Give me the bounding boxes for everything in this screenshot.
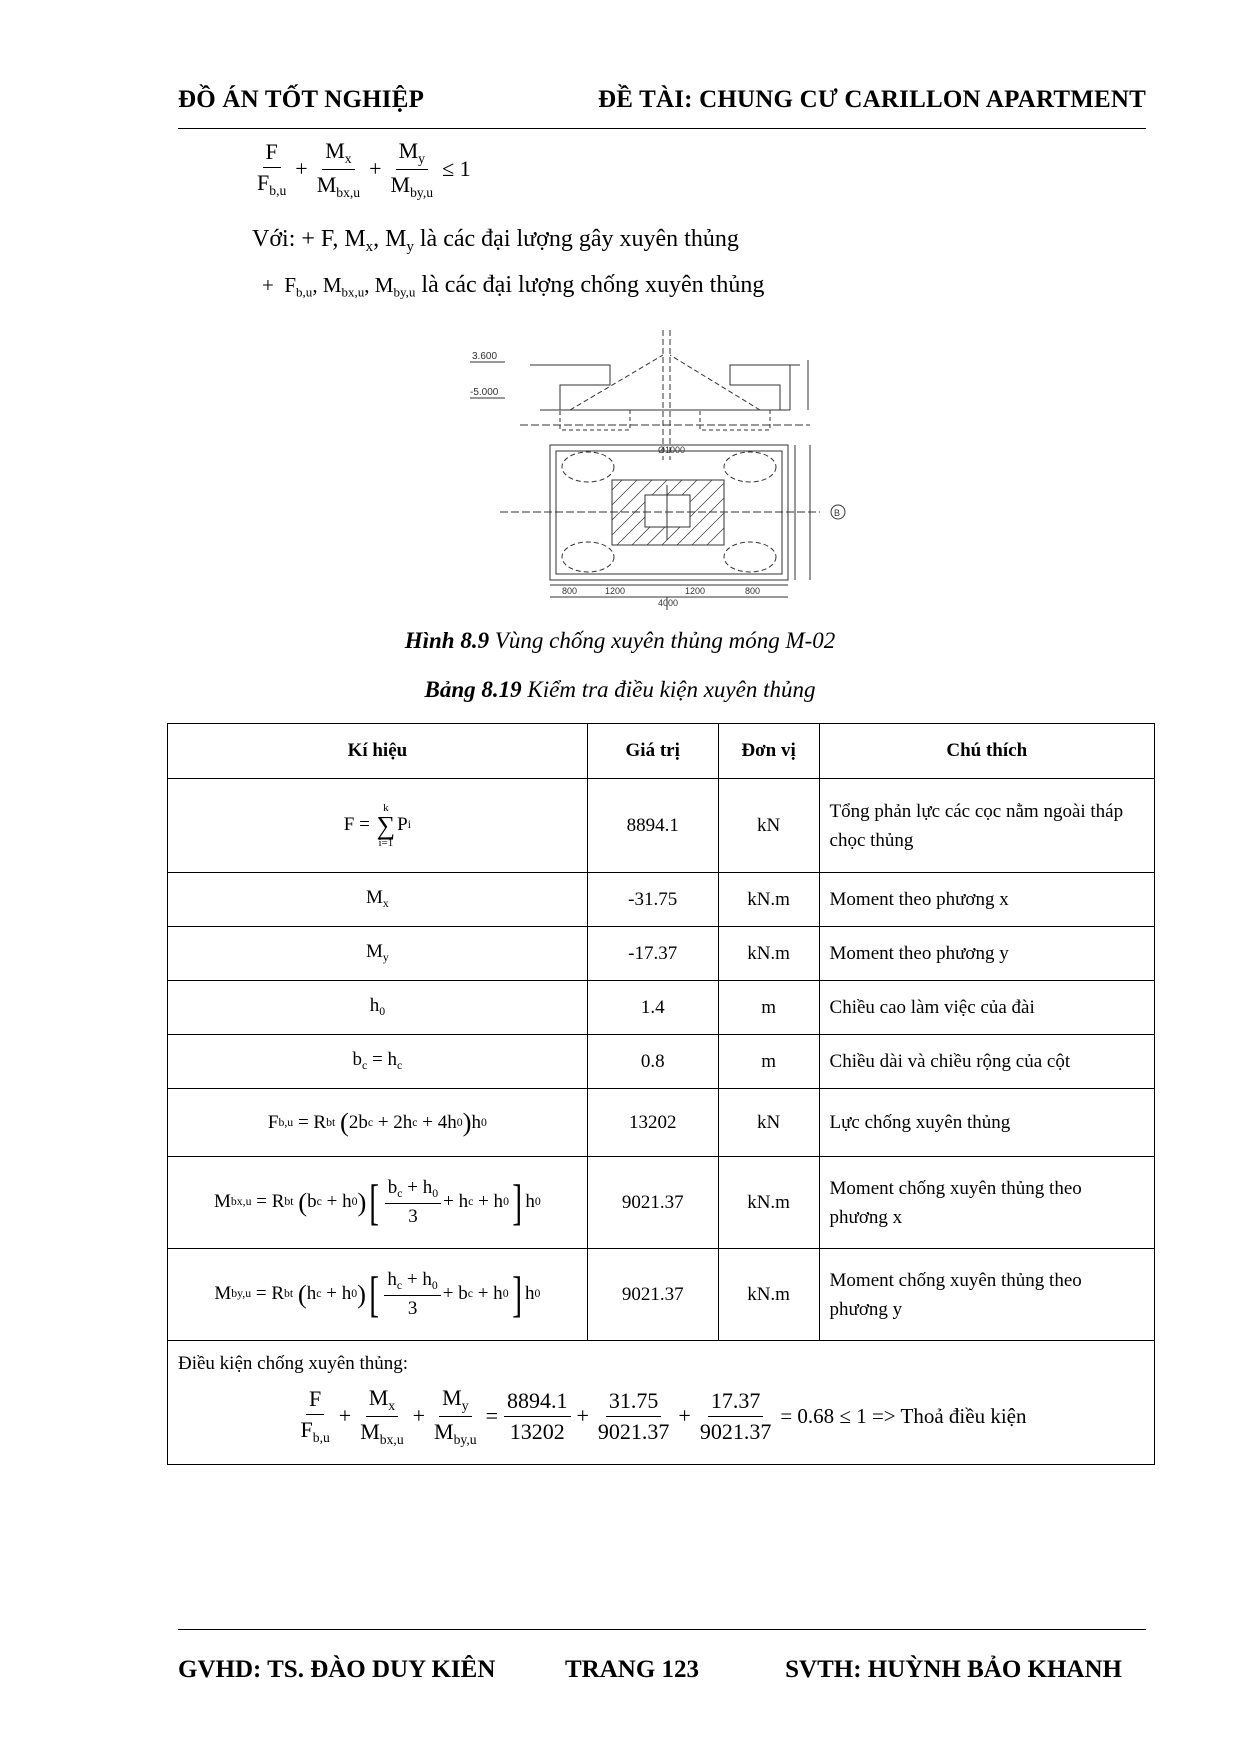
elev-top-label: 3.600 bbox=[472, 351, 498, 362]
header-left: ĐỒ ÁN TỐT NGHIỆP bbox=[178, 86, 425, 113]
table-row bbox=[168, 779, 1155, 873]
value-cell: 9021.37 bbox=[587, 1157, 718, 1249]
dim-bottom-total: 4000 bbox=[658, 598, 679, 608]
value-cell: 1.4 bbox=[587, 981, 718, 1035]
axis-right-label: B bbox=[834, 508, 841, 518]
note-cell: Lực chống xuyên thủng bbox=[819, 1089, 1154, 1157]
dim-bottom-3: 1200 bbox=[685, 586, 706, 596]
table-row bbox=[168, 981, 1155, 1035]
symbol-cell: M by,u = R bt ( h c + h 0 ) [ $\frac{h_c + h_0}{3}$ + b c + h 0 ] h 0 bbox=[168, 1249, 588, 1341]
symbol-cell: M bx,u = R bt ( b c + h 0 ) [ $\frac{b_c + h_0}{3}$ + h c + h 0 ] h 0 bbox=[168, 1157, 588, 1249]
value-cell: 0.8 bbox=[587, 1035, 718, 1089]
symbol-cell: $h_0$ bbox=[168, 981, 588, 1035]
intro-line-2: + $F_{b,u}$, $M_{bx,u}$, $M_{by,u}$ là các đại lượng chống xuyên thủng bbox=[262, 272, 765, 300]
unit-cell: kN.m bbox=[718, 1249, 819, 1341]
table-row bbox=[168, 1089, 1155, 1157]
note-cell: Moment theo phương y bbox=[819, 927, 1154, 981]
note-cell: Tổng phản lực các cọc nằm ngoài tháp chọc thủng bbox=[819, 779, 1154, 873]
unit-cell: m bbox=[718, 981, 819, 1035]
dim-bottom-2: 1200 bbox=[605, 586, 626, 596]
unit-cell: kN.m bbox=[718, 1157, 819, 1249]
figure-caption: Hình 8.9 Vùng chống xuyên thủng móng M-02 bbox=[404, 628, 836, 653]
note-cell: Chiều cao làm việc của đài bbox=[819, 981, 1154, 1035]
cond-n1: 8894.1 bbox=[504, 1388, 571, 1417]
intro-line-1: Với: + F, $M_x$, $M_y$ là các đại lượng gây xuyên thủng bbox=[252, 226, 739, 256]
unit-cell: m bbox=[718, 1035, 819, 1089]
col-header-unit: Đơn vị bbox=[718, 724, 819, 779]
elev-bottom-label: -5.000 bbox=[470, 387, 499, 398]
cond-result: = 0.68 ≤ 1 => Thoả điều kiện bbox=[780, 1403, 1027, 1428]
unit-cell: kN.m bbox=[718, 927, 819, 981]
col-header-note: Chú thích bbox=[819, 724, 1154, 779]
punching-inequality: $\frac{F}{F_{b,u}}$ + $\frac{M_x}{M_{bx,u}}$ + $\frac{M_y}{M_{by,u}}$ ≤ 1 bbox=[257, 138, 471, 200]
table-row bbox=[168, 873, 1155, 927]
condition-cell bbox=[168, 1341, 1155, 1465]
unit-cell: kN bbox=[718, 779, 819, 873]
table-caption: Bảng 8.19 Kiểm tra điều kiện xuyên thủng bbox=[424, 677, 816, 702]
table-header-row bbox=[168, 724, 1155, 779]
condition-formula: $\frac{F}{F_{b,u}}$ + $\frac{M_x}{M_{bx,u}}$ + $\frac{M_y}{M_{by,u}}$ = $\frac{8894.1}{13202}$ + $\frac{31.75}{9021.37}$ + $\frac{17.37}{9021.37}$ = 0.68 ≤ 1 => Thoả điều kiện bbox=[300, 1385, 1027, 1447]
footer-rule bbox=[178, 1629, 1146, 1630]
table-row bbox=[168, 1035, 1155, 1089]
header-right: ĐỀ TÀI: CHUNG CƯ CARILLON APARTMENT bbox=[597, 86, 1146, 113]
col-header-value: Giá trị bbox=[587, 724, 718, 779]
value-cell: -31.75 bbox=[587, 873, 718, 927]
symbol-cell: F = k ∑ i=1 P i bbox=[168, 779, 588, 873]
symbol-cell: $M_x$ bbox=[168, 873, 588, 927]
table-row bbox=[168, 1157, 1155, 1249]
note-cell: Moment theo phương x bbox=[819, 873, 1154, 927]
value-cell: 13202 bbox=[587, 1089, 718, 1157]
col-header-symbol: Kí hiệu bbox=[168, 724, 588, 779]
condition-title: Điều kiện chống xuyên thủng: bbox=[178, 1353, 409, 1374]
footer-page: TRANG 123 bbox=[565, 1656, 700, 1683]
unit-cell: kN bbox=[718, 1089, 819, 1157]
symbol-cell: $M_y$ bbox=[168, 927, 588, 981]
dim-bottom-4: 800 bbox=[745, 586, 761, 596]
note-cell: Chiều dài và chiều rộng của cột bbox=[819, 1035, 1154, 1089]
cond-n3: 17.37 bbox=[708, 1388, 764, 1417]
unit-cell: kN.m bbox=[718, 873, 819, 927]
value-cell: -17.37 bbox=[587, 927, 718, 981]
table-row bbox=[168, 927, 1155, 981]
value-cell: 9021.37 bbox=[587, 1249, 718, 1341]
value-cell: 8894.1 bbox=[587, 779, 718, 873]
cond-d3: 9021.37 bbox=[699, 1418, 772, 1444]
symbol-cell: $b_c = h_c$ bbox=[168, 1035, 588, 1089]
cond-d1: 13202 bbox=[509, 1418, 565, 1444]
cond-n2: 31.75 bbox=[606, 1388, 662, 1417]
dim-bottom-1: 800 bbox=[562, 586, 578, 596]
symbol-cell: F b,u = R bt ( 2b c + 2h c + 4h 0 ) h 0 bbox=[168, 1089, 588, 1157]
note-cell: Moment chống xuyên thủng theo phương y bbox=[819, 1249, 1154, 1341]
condition-row bbox=[168, 1341, 1155, 1465]
header-rule bbox=[178, 128, 1146, 129]
note-cell: Moment chống xuyên thủng theo phương x bbox=[819, 1157, 1154, 1249]
footer-right: SVTH: HUỲNH BẢO KHANH bbox=[785, 1656, 1122, 1683]
footer-left: GVHD: TS. ĐÀO DUY KIÊN bbox=[178, 1656, 496, 1683]
cond-d2: 9021.37 bbox=[597, 1418, 670, 1444]
pile-dia-label: Ø1000 bbox=[658, 445, 686, 455]
foundation-drawing bbox=[460, 325, 860, 610]
punching-check-table bbox=[167, 723, 1155, 1465]
table-row bbox=[168, 1249, 1155, 1341]
